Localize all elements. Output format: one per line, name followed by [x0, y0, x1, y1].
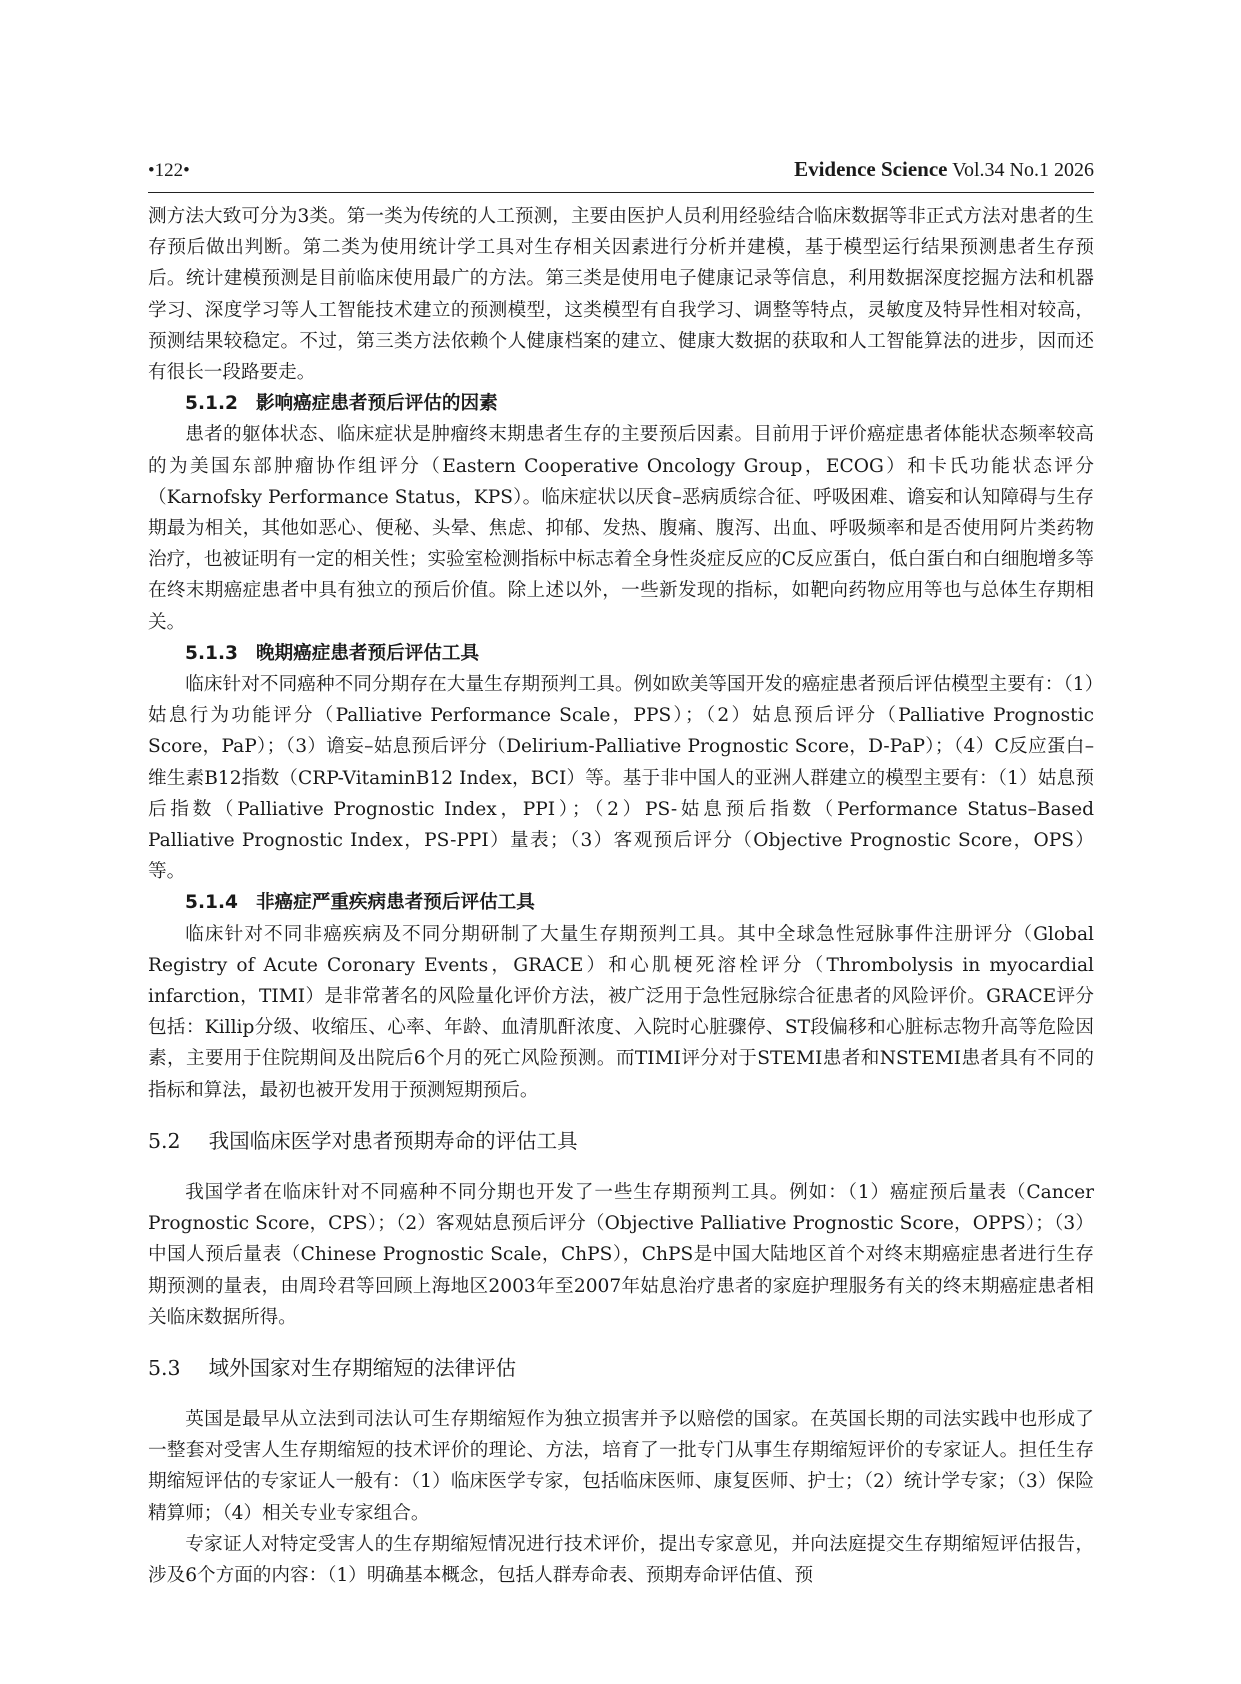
running-header	[148, 150, 1094, 193]
paragraph: 英国是最早从立法到司法认可生存期缩短作为独立损害并予以赔偿的国家。在英国长期的司法实践中也形成了一整套对受害人生存期缩短的技术评价的理论、方法，培育了一批专门从事生存期缩短评价的专家证人。担任生存期缩短评估的专家证人一般有：（1）临床医学专家，包括临床医师、康复医师、护士；（2）统计学专家；（3）保险精算师；（4）相关专业专家组合。	[148, 1408, 1094, 1524]
section-title: 非癌症严重疾病患者预后评估工具	[255, 892, 535, 914]
paragraph: 临床针对不同非癌疾病及不同分期研制了大量生存期预判工具。其中全球急性冠脉事件注册评分（Global Registry of Acute Coronary Events，GRACE）和心肌梗死溶栓评分（Thrombolysis in myocardial infarction，TIMI）是非常著名的风险量化评价方法，被广泛用于急性冠脉综合征患者的风险评价。GRACE评分包括：Killip分级、收缩压、心率、年龄、血清肌酐浓度、入院时心脏骤停、ST段偏移和心脏标志物升高等危险因素，主要用于住院期间及出院后6个月的死亡风险预测。而TIMI评分对于STEMI患者和NSTEMI患者具有不同的指标和算法，最初也被开发用于预测短期预后。	[148, 923, 1094, 1101]
section-title: 晚期癌症患者预后评估工具	[255, 642, 480, 664]
paragraph: 临床针对不同癌种不同分期存在大量生存期预判工具。例如欧美等国开发的癌症患者预后评估模型主要有：（1）姑息行为功能评分（Palliative Performance Scale，PPS）；（2）姑息预后评分（Palliative Prognostic Score，PaP）；（3）谵妄–姑息预后评分（Delirium-Palliative Prognostic Score，D-PaP）；（4）C反应蛋白–维生素B12指数（CRP-VitaminB12 Index，BCI）等。基于非中国人的亚洲人群建立的模型主要有：（1）姑息预后指数（Palliative Prognostic Index，PPI）；（2）PS-姑息预后指数（Performance Status–Based Palliative Prognostic Index，PS-PPI）量表；（3）客观预后评分（Objective Prognostic Score，OPS）等。	[148, 674, 1094, 883]
section-number: 5.1.2	[185, 393, 238, 415]
journal-issue: Vol.34 No.1 2026	[952, 159, 1094, 181]
section-title: 我国临床医学对患者预期寿命的评估工具	[208, 1128, 578, 1153]
section-number: 5.3	[148, 1355, 181, 1380]
paragraph: 我国学者在临床针对不同癌种不同分期也开发了一些生存期预判工具。例如：（1）癌症预后量表（Cancer Prognostic Score，CPS）；（2）客观姑息预后评分（Objective Palliative Prognostic Score，OPPS）；（3）中国人预后量表（Chinese Prognostic Scale，ChPS），ChPS是中国大陆地区首个对终末期癌症患者进行生存期预测的量表，由周玲君等回顾上海地区2003年至2007年姑息治疗患者的家庭护理服务有关的终末期癌症患者相关临床数据所得。	[148, 1181, 1094, 1328]
section-number: 5.1.3	[185, 642, 238, 664]
article-body	[148, 201, 1094, 1591]
section-heading-5-3	[148, 1352, 1094, 1384]
subsection-heading-5-1-2	[148, 388, 1094, 419]
section-title: 域外国家对生存期缩短的法律评估	[208, 1355, 517, 1380]
subsection-heading-5-1-4	[148, 887, 1094, 918]
subsection-heading-5-1-3	[148, 638, 1094, 669]
section-number: 5.2	[148, 1128, 181, 1153]
paragraph: 专家证人对特定受害人的生存期缩短情况进行技术评价，提出专家意见，并向法庭提交生存期缩短评估报告，涉及6个方面的内容：（1）明确基本概念，包括人群寿命表、预期寿命评估值、预	[148, 1533, 1094, 1586]
section-title: 影响癌症患者预后评估的因素	[255, 393, 498, 415]
page-number: •122•	[148, 160, 190, 181]
journal-name: Evidence Science	[794, 157, 948, 181]
paragraph-continued: 测方法大致可分为3类。第一类为传统的人工预测，主要由医护人员利用经验结合临床数据等非正式方法对患者的生存预后做出判断。第二类为使用统计学工具对生存相关因素进行分析并建模，基于模型运行结果预测患者生存预后。统计建模预测是目前临床使用最广的方法。第三类是使用电子健康记录等信息，利用数据深度挖掘方法和机器学习、深度学习等人工智能技术建立的预测模型，这类模型有自我学习、调整等特点，灵敏度及特异性相对较高，预测结果较稳定。不过，第三类方法依赖个人健康档案的建立、健康大数据的获取和人工智能算法的进步，因而还有很长一段路要走。	[148, 206, 1094, 384]
journal-citation	[794, 157, 1094, 182]
section-number: 5.1.4	[185, 892, 238, 914]
section-heading-5-2	[148, 1125, 1094, 1157]
paragraph: 患者的躯体状态、临床症状是肿瘤终末期患者生存的主要预后因素。目前用于评价癌症患者体能状态频率较高的为美国东部肿瘤协作组评分（Eastern Cooperative Oncology Group，ECOG）和卡氏功能状态评分（Karnofsky Performance Status，KPS）。临床症状以厌食–恶病质综合征、呼吸困难、谵妄和认知障碍与生存期最为相关，其他如恶心、便秘、头晕、焦虑、抑郁、发热、腹痛、腹泻、出血、呼吸频率和是否使用阿片类药物治疗，也被证明有一定的相关性；实验室检测指标中标志着全身性炎症反应的C反应蛋白，低白蛋白和白细胞增多等在终末期癌症患者中具有独立的预后价值。除上述以外，一些新发现的指标，如靶向药物应用等也与总体生存期相关。	[148, 424, 1094, 633]
